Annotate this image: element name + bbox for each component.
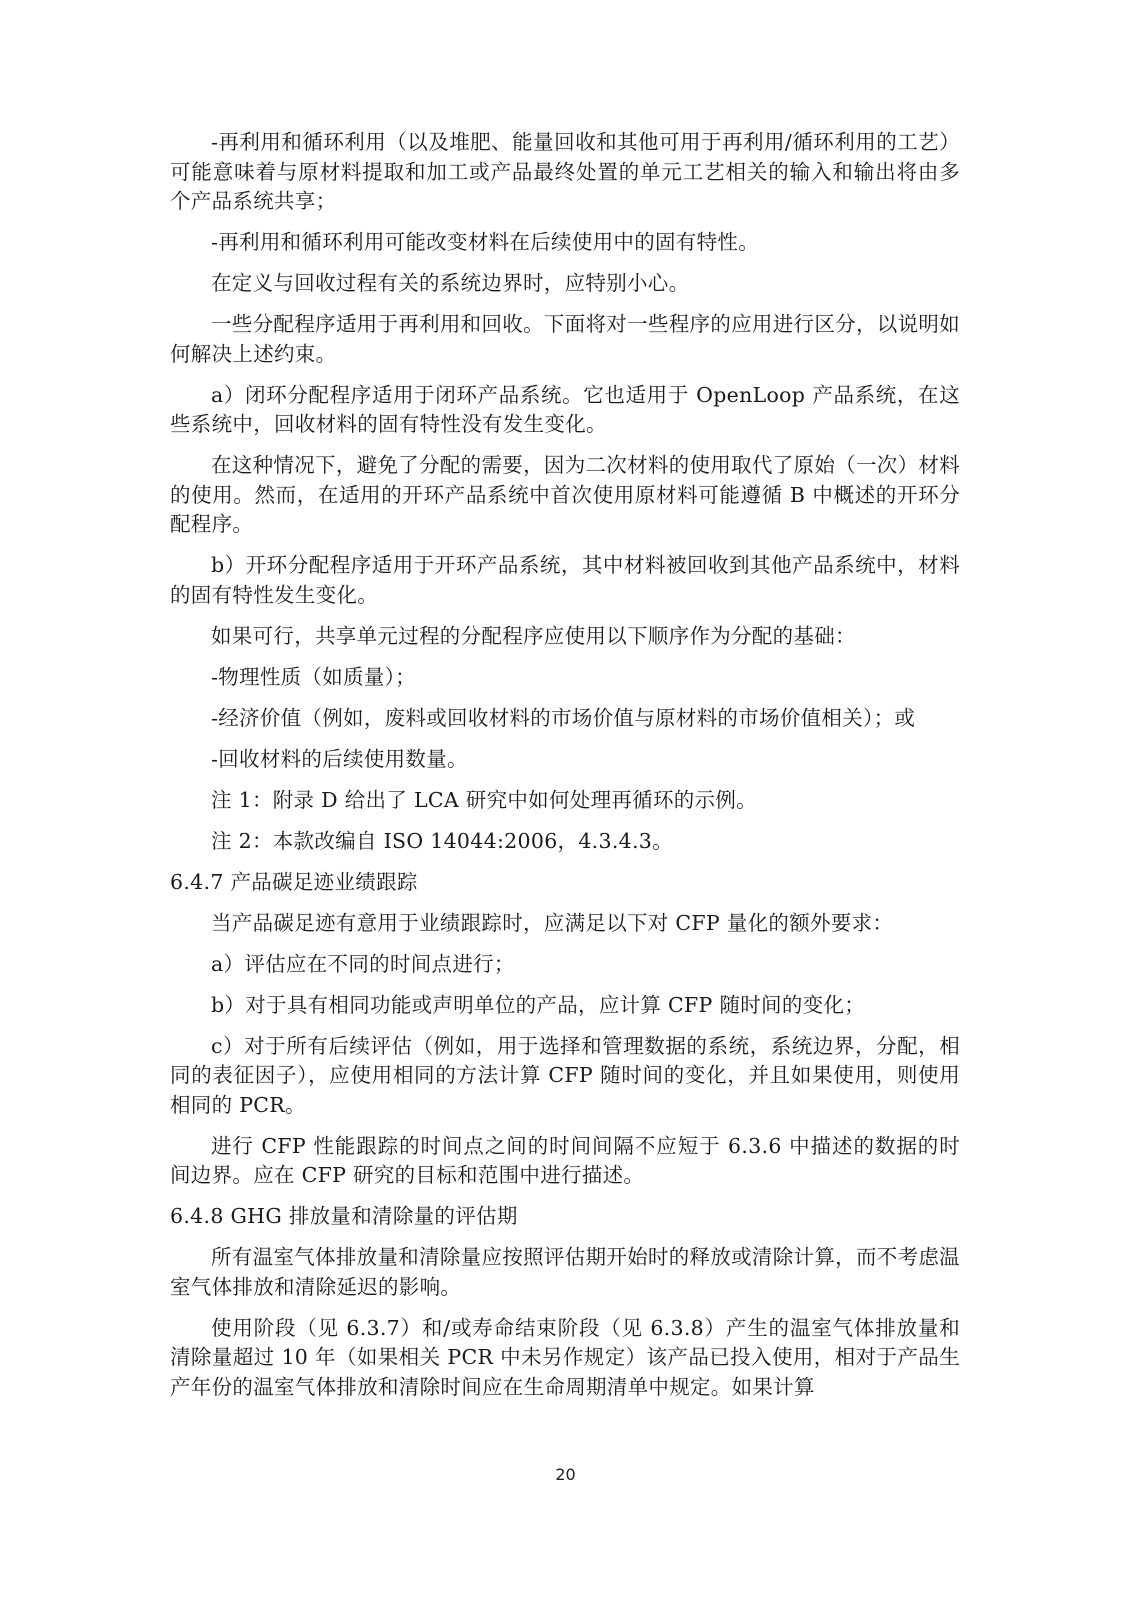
paragraph: 当产品碳足迹有意用于业绩跟踪时，应满足以下对 CFP 量化的额外要求： — [211, 910, 894, 935]
paragraph: 所有温室气体排放量和清除量应按照评估期开始时的释放或清除计算，而不考虑温室气体排放和清除延迟的影响。 — [170, 1245, 960, 1299]
paragraph: 一些分配程序适用于再利用和回收。下面将对一些程序的应用进行区分，以说明如何解决上述约束。 — [170, 312, 960, 366]
note: 注 1：附录 D 给出了 LCA 研究中如何处理再循环的示例。 — [211, 787, 757, 812]
section-heading-6-4-7: 6.4.7 产品碳足迹业绩跟踪 — [170, 869, 418, 894]
paragraph: -再利用和循环利用（以及堆肥、能量回收和其他可用于再利用/循环利用的工艺）可能意味着与原材料提取和加工或产品最终处置的单元工艺相关的输入和输出将由多个产品系统共享； — [170, 130, 960, 213]
paragraph: 使用阶段（见 6.3.7）和/或寿命结束阶段（见 6.3.8）产生的温室气体排放量和清除量超过 10 年（如果相关 PCR 中未另作规定）该产品已投入使用，相对于产品生产年份的温室气体排放和清除时间应在生命周期清单中规定。如果计算 — [170, 1315, 960, 1399]
paragraph: 在定义与回收过程有关的系统边界时，应特别小心。 — [211, 271, 690, 295]
note: 注 2：本款改编自 ISO 14044:2006，4.3.4.3。 — [211, 828, 673, 853]
paragraph: b）开环分配程序适用于开环产品系统，其中材料被回收到其他产品系统中，材料的固有特性发生变化。 — [170, 553, 960, 607]
paragraph: 如果可行，共享单元过程的分配程序应使用以下顺序作为分配的基础： — [211, 623, 856, 648]
paragraph: -再利用和循环利用可能改变材料在后续使用中的固有特性。 — [211, 230, 760, 254]
list-item: -经济价值（例如，废料或回收材料的市场价值与原材料的市场价值相关）；或 — [211, 705, 916, 730]
document-body — [170, 128, 960, 1438]
list-item: b）对于具有相同功能或声明单位的产品，应计算 CFP 随时间的变化； — [211, 992, 866, 1017]
paragraph: 进行 CFP 性能跟踪的时间点之间的时间间隔不应短于 6.3.6 中描述的数据的时间边界。应在 CFP 研究的目标和范围中进行描述。 — [170, 1133, 960, 1187]
paragraph: 在这种情况下，避免了分配的需要，因为二次材料的使用取代了原始（一次）材料的使用。然而，在适用的开环产品系统中首次使用原材料可能遵循 B 中概述的开环分配程序。 — [170, 453, 960, 536]
list-item: a）评估应在不同的时间点进行； — [211, 951, 515, 976]
list-item: c）对于所有后续评估（例如，用于选择和管理数据的系统，系统边界，分配，相同的表征因子），应使用相同的方法计算 CFP 随时间的变化，并且如果使用，则使用相同的 PCR。 — [170, 1033, 960, 1117]
page-number: 20 — [555, 1465, 576, 1484]
list-item: -回收材料的后续使用数量。 — [211, 746, 468, 771]
section-heading-6-4-8: 6.4.8 GHG 排放量和清除量的评估期 — [170, 1204, 518, 1228]
paragraph: a）闭环分配程序适用于闭环产品系统。它也适用于 OpenLoop 产品系统，在这些系统中，回收材料的固有特性没有发生变化。 — [170, 382, 960, 436]
list-item: -物理性质（如质量）； — [211, 664, 416, 689]
